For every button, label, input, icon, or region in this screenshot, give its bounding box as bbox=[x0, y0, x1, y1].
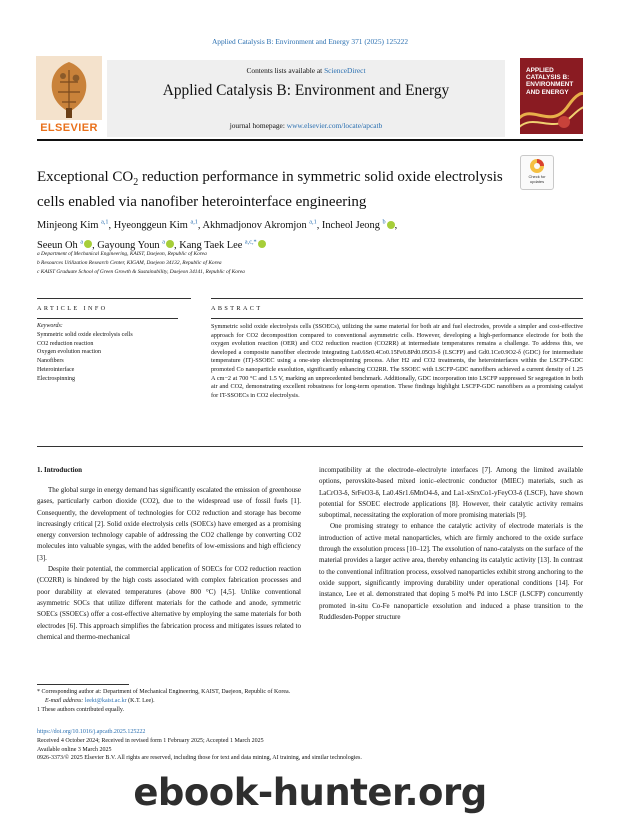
author-separator: , bbox=[394, 220, 398, 232]
section-heading-introduction: 1. Introduction bbox=[37, 466, 82, 474]
author-affiliation-marker[interactable]: a bbox=[80, 238, 84, 246]
contents-line bbox=[107, 66, 505, 75]
publication-info bbox=[37, 728, 583, 763]
received-dates: Received 4 October 2024; Received in revised form 1 February 2025; Accepted 1 March 2025 bbox=[37, 737, 264, 744]
author-name: Incheol Jeong bbox=[321, 220, 380, 232]
orcid-icon[interactable] bbox=[166, 240, 174, 248]
body-paragraph: One promising strategy to enhance the catalytic activity of electrode materials is the introduction of active metal nanoparticles, which are firmly anchored to the oxide surface through the exsolution process [10–12]. The exsolution of nano-catalysts on the surface of the material provides a larger active area, thereby enhancing its catalytic activity [13]. In contrast to the conventional infiltration process, exsolved nanoparticles exhibit strong anchoring to the oxide support, significantly improving durability under operational conditions [14]. For instance, Lee et al. demonstrated that doping 5 mol% Pd into LSCF (LSCFP) concurrently promoted in-situ Co-Fe nanoparticle exsolution and induced a phase transition to the Ruddlesden-Popper structure bbox=[319, 522, 583, 621]
email-note bbox=[37, 697, 583, 706]
author-name: Hyeonggeun Kim bbox=[113, 220, 188, 232]
author-affiliation-marker[interactable]: a,1 bbox=[101, 219, 109, 226]
body-column-left bbox=[37, 485, 301, 643]
abstract-bottom-rule bbox=[37, 446, 583, 447]
author-separator: , bbox=[316, 220, 322, 232]
available-online: Available online 3 March 2025 bbox=[37, 746, 112, 753]
email-label: E-mail address: bbox=[45, 697, 85, 704]
check-updates-label: Check for updates bbox=[528, 174, 546, 184]
abstract-text: Symmetric solid oxide electrolysis cells (SSOECs), utilizing the same material for both air and fuel electrodes, provide a simpler and cost-effective approach for CO2 decomposition compared to conventional asymmetric cells. However, developing a high-performance electrode for both the oxygen evolution reaction (OER) and CO2 reduction reaction (CO2RR) at intermediate temperatures remains a challenge. To address this, we developed a composite nanofiber electrode integrating La0.6Sr0.4Co0.15Fe0.8Pd0.05O3-δ (LSCFP) and Gd0.1Ce0.9O2-δ (GDC) for intermediate temperature (IT)-SSOEC using a one-step electrospinning process. After H2 and CO2 treatments, the heterointerfaces within the LSCFP-GDC promoted Co nanoparticle exsolution, significantly enhancing CO2RR. The SSOEC with LSCFP-GDC nanofibers achieved a current density of 1.25 A cm−2 at 700 °C and 1.5 V, marking an unprecedented benchmark. Additionally, GDC incorporation into LSCFP suppressed Sr segregation in both air and CO2, demonstrating excellent robustness for long-term operation. These findings highlight LSCFP-GDC nanofibers as a promising catalyst for IT-SSOECs in CO2 electrolysis. bbox=[211, 323, 583, 399]
author[interactable] bbox=[114, 220, 203, 231]
author-affiliation-marker[interactable]: a,1 bbox=[309, 219, 317, 226]
title-part-2: reduction performance in symmetric solid oxide electrolysis cells enabled via nanofiber heterointerface engineering bbox=[37, 169, 503, 210]
article-title bbox=[37, 168, 507, 211]
cover-title: APPLIED CATALYSIS B: ENVIRONMENT AND ENERGY bbox=[526, 67, 574, 96]
author[interactable] bbox=[322, 220, 397, 231]
keyword: Oxygen evolution reaction bbox=[37, 349, 101, 356]
abstract-mid-rule bbox=[211, 318, 583, 319]
homepage-line bbox=[107, 121, 505, 130]
copyright: 0926-3373/© 2025 Elsevier B.V. All rights are reserved, including those for text and data mining, AI training, and similar technologies. bbox=[37, 755, 362, 762]
affiliation-c: c KAIST Graduate School of Green Growth & Sustainability, Daejeon 34141, Republic of Korea bbox=[37, 269, 245, 275]
author-name: Seeun Oh bbox=[37, 239, 78, 251]
keywords-label: Keywords: bbox=[37, 323, 63, 329]
author-name: Minjeong Kim bbox=[37, 220, 99, 232]
author-affiliation-marker[interactable]: b bbox=[382, 219, 386, 226]
author-separator: , bbox=[108, 220, 114, 232]
homepage-prefix: journal homepage: bbox=[229, 121, 287, 130]
keyword: Heterointerface bbox=[37, 366, 75, 373]
author-name: Kang Taek Lee bbox=[179, 239, 243, 251]
footnotes bbox=[37, 688, 583, 714]
equal-contribution-note: 1 These authors contributed equally. bbox=[37, 706, 124, 713]
check-for-updates-button[interactable] bbox=[520, 155, 554, 190]
journal-reference[interactable]: Applied Catalysis B: Environment and Energy 371 (2025) 125222 bbox=[211, 37, 409, 46]
watermark: ebook-hunter.org bbox=[133, 771, 487, 814]
author[interactable] bbox=[202, 220, 321, 231]
email-suffix: (K.T. Lee). bbox=[126, 697, 155, 704]
keyword: CO2 reduction reaction bbox=[37, 340, 94, 347]
email-link[interactable]: leekt@kaist.ac.kr bbox=[84, 697, 127, 704]
keyword: Electrospinning bbox=[37, 375, 75, 382]
journal-title: Applied Catalysis B: Environment and Energy bbox=[162, 82, 450, 99]
author-separator: , bbox=[173, 239, 180, 251]
body-column-right bbox=[319, 465, 583, 623]
keyword: Symmetric solid oxide electrolysis cells bbox=[37, 332, 133, 338]
author-affiliation-marker[interactable]: a,1 bbox=[190, 219, 198, 226]
journal-cover-image bbox=[520, 58, 583, 134]
homepage-link[interactable]: www.elsevier.com/locate/apcatb bbox=[286, 121, 383, 130]
author[interactable] bbox=[179, 240, 265, 251]
title-part-1: Exceptional CO bbox=[37, 169, 134, 185]
keyword: Nanofibers bbox=[37, 358, 64, 365]
author-list bbox=[37, 215, 557, 254]
affiliation-a: a Department of Mechanical Engineering, KAIST, Daejeon, Republic of Korea bbox=[37, 251, 207, 257]
author-name: Gayoung Youn bbox=[97, 239, 160, 251]
doi-link[interactable]: https://doi.org/10.1016/j.apcatb.2025.125222 bbox=[37, 729, 146, 735]
header-rule bbox=[37, 139, 583, 141]
orcid-icon[interactable] bbox=[387, 221, 395, 229]
orcid-icon[interactable] bbox=[258, 240, 266, 248]
orcid-icon[interactable] bbox=[84, 240, 92, 248]
corresponding-author-note: * Corresponding author at: Department of Mechanical Engineering, KAIST, Daejeon, Republic of Korea. bbox=[37, 689, 291, 695]
author-separator: , bbox=[92, 239, 98, 251]
elsevier-logo-text: ELSEVIER bbox=[40, 122, 98, 134]
abstract-heading: ABSTRACT bbox=[211, 305, 263, 312]
author-separator: , bbox=[197, 220, 203, 232]
author-affiliation-marker[interactable]: a,c,* bbox=[244, 238, 257, 246]
body-paragraph: The global surge in energy demand has significantly escalated the emission of greenhouse gases, particularly carbon dioxide (CO2), due to the widespread use of fossil fuels [1]. Consequently, the development of technologies for CO2 reduction and storage has become increasingly critical [2]. Solid oxide electrolysis cells (SOECs) have emerged as a promising energy conversion technology capable of addressing the CO2 challenge by converting CO2 molecules into valuable syngas, with the added benefits of low-emissions and high efficiency [3]. bbox=[37, 486, 301, 562]
author[interactable] bbox=[37, 220, 114, 231]
article-info-mid-rule bbox=[37, 318, 178, 319]
check-updates-icon bbox=[521, 156, 553, 176]
author-name: Akhmadjonov Akromjon bbox=[202, 220, 307, 232]
author-affiliation-marker[interactable]: a bbox=[162, 238, 165, 246]
footnote-rule bbox=[37, 684, 129, 685]
body-paragraph: Despite their potential, the commercial application of SOECs for CO2 reduction reaction (CO2RR) is hindered by the high costs associated with complex fabrication processes and poor durability at elevated temperatures (above 800 °C) [4,5]. Unlike conventional asymmetric SOCs that utilize different materials for the cathode and anode, symmetric SOECs (SSOECs) offer a cost-effective alternative by employing the same materials for both electrodes [6]. This approach simplifies the fabrication process and mitigates issues related to chemical and thermo-mechanical bbox=[37, 565, 301, 641]
contents-prefix: Contents lists available at bbox=[246, 66, 325, 75]
title-subscript: 2 bbox=[133, 177, 139, 188]
affiliation-b: b Resources Utilization Research Center, KIGAM, Daejeon 34132, Republic of Korea bbox=[37, 260, 222, 266]
author[interactable] bbox=[97, 240, 179, 251]
author[interactable] bbox=[37, 240, 97, 251]
article-info-heading: ARTICLE INFO bbox=[37, 305, 108, 312]
sciencedirect-link[interactable]: ScienceDirect bbox=[324, 66, 366, 75]
keyword-list bbox=[37, 331, 187, 383]
body-paragraph: incompatibility at the electrode–electrolyte interfaces [7]. Among the limited available options, perovskite-based mixed ionic–electronic conductor (MIEC) materials, such as LaCrO3-δ, SrFeO3-δ, La0.4Sr1.6MnO4-δ, and La1-xSrxCo1-yFeyO3-δ (LSCF), have shown potential for SSOEC electrode applications [8]. However, their catalytic activity remains suboptimal, necessitating the exploration of more promising materials [9]. bbox=[319, 466, 583, 520]
article-info-top-rule bbox=[37, 298, 191, 299]
abstract-top-rule bbox=[211, 298, 583, 299]
